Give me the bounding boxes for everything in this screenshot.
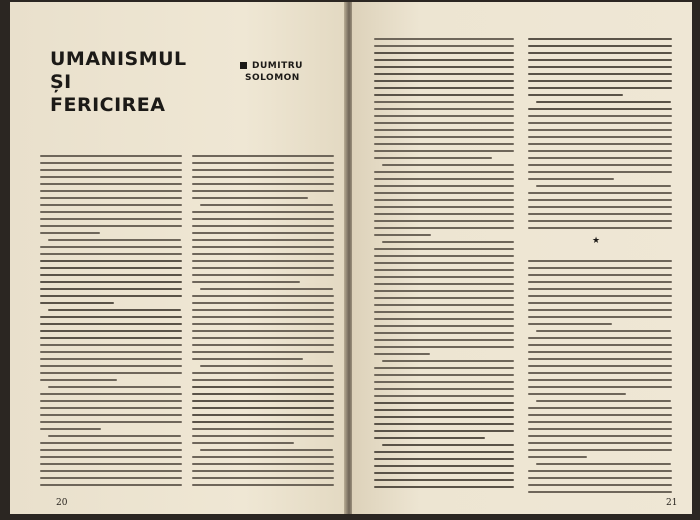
text-line [528,178,614,180]
text-line [528,157,672,159]
text-line [528,87,672,89]
text-line [374,213,514,215]
article-title [50,48,187,117]
left-page [10,2,346,514]
text-line [374,472,514,474]
title-line-3: FERICIREA [50,94,166,116]
text-line [374,325,514,327]
text-line [382,241,514,243]
text-line [40,260,182,262]
text-line [40,218,182,220]
text-line [40,316,182,318]
text-line [528,379,672,381]
text-line [192,484,334,486]
text-line [192,414,334,416]
text-line [374,388,514,390]
text-line [40,344,182,346]
text-line [374,178,514,180]
text-line [40,176,182,178]
text-line [192,379,334,381]
text-line [192,218,334,220]
text-line [40,358,182,360]
text-line [40,155,182,157]
text-line [528,115,672,117]
text-line [192,197,308,199]
text-line [40,484,182,486]
text-line [374,66,514,68]
text-line [528,150,672,152]
text-line [374,185,514,187]
text-line [192,176,334,178]
text-line [40,449,182,451]
text-line [40,351,182,353]
text-line [528,442,672,444]
text-line [40,393,182,395]
text-line [536,463,671,465]
text-line [192,421,334,423]
text-line [192,456,334,458]
title-line-1: UMANISMUL [50,48,187,70]
text-line [192,470,334,472]
text-line [374,255,514,257]
text-line [40,421,182,423]
text-line [528,365,672,367]
author-last-name: SOLOMON [245,73,300,83]
text-line [528,407,672,409]
text-line [192,232,334,234]
text-line [374,150,514,152]
text-line [528,143,672,145]
text-line [374,206,514,208]
text-line [192,225,334,227]
text-line [192,477,334,479]
text-line [382,444,514,446]
text-line [200,449,333,451]
author-first-name: DUMITRU [252,61,303,71]
text-line [40,253,182,255]
author-byline [242,60,303,84]
text-line [40,225,182,227]
text-line [40,288,182,290]
text-line [528,80,672,82]
text-line [40,330,182,332]
text-line [374,192,514,194]
text-line [374,353,430,355]
text-line [536,400,671,402]
text-line [528,267,672,269]
text-line [528,129,672,131]
text-line [192,267,334,269]
text-line [192,386,334,388]
text-line [528,470,672,472]
text-line [40,470,182,472]
text-line [192,400,334,402]
text-line [528,260,672,262]
text-column-left-1 [40,155,182,491]
text-line [40,211,182,213]
text-line [40,197,182,199]
text-line [192,463,334,465]
text-line [374,87,514,89]
text-column-right-2-top [528,38,672,234]
text-line [374,157,492,159]
text-line [528,428,672,430]
text-line [192,442,294,444]
text-line [374,276,514,278]
text-line [528,449,672,451]
title-line-2: ȘI [50,71,72,93]
text-line [374,129,514,131]
text-line [528,206,672,208]
text-line [528,421,672,423]
text-line [528,477,672,479]
text-line [528,164,672,166]
text-line [40,379,117,381]
text-line [528,108,672,110]
text-line [374,402,514,404]
text-line [40,407,182,409]
text-line [192,281,300,283]
text-line [528,288,672,290]
text-line [528,295,672,297]
text-line [40,442,182,444]
text-line [374,458,514,460]
text-line [40,190,182,192]
text-line [374,423,514,425]
text-line [528,491,672,493]
text-line [374,339,514,341]
text-line [48,386,181,388]
text-line [192,190,334,192]
text-line [374,38,514,40]
text-line [40,302,114,304]
text-line [528,122,672,124]
text-line [528,52,672,54]
text-line [192,246,334,248]
text-line [528,351,672,353]
bullet-square-icon [240,62,247,69]
text-line [374,283,514,285]
text-line [40,267,182,269]
text-line [374,290,514,292]
text-line [48,239,181,241]
text-line [528,358,672,360]
text-line [536,330,671,332]
text-line [192,344,334,346]
text-line [192,295,334,297]
text-line [528,227,672,229]
text-line [192,372,334,374]
text-line [528,386,672,388]
text-line [48,435,181,437]
text-line [374,318,514,320]
text-line [528,456,587,458]
text-line [536,185,671,187]
text-line [40,463,182,465]
text-line [528,66,672,68]
text-line [374,220,514,222]
text-line [192,316,334,318]
text-line [374,80,514,82]
text-line [528,171,672,173]
text-line [374,59,514,61]
right-page [352,2,692,514]
text-line [374,122,514,124]
text-line [40,477,182,479]
text-line [192,155,334,157]
text-line [528,45,672,47]
section-divider-star-icon: ★ [592,236,601,246]
text-line [192,407,334,409]
text-line [528,59,672,61]
text-line [374,374,514,376]
text-line [528,323,612,325]
text-line [374,171,514,173]
text-line [192,211,334,213]
text-line [528,337,672,339]
text-line [528,38,672,40]
text-line [40,281,182,283]
text-line [40,456,182,458]
text-line [192,351,334,353]
text-line [382,164,514,166]
text-line [374,311,514,313]
text-line [374,486,514,488]
text-line [40,323,182,325]
text-line [528,372,672,374]
text-line [192,358,303,360]
text-line [374,437,485,439]
text-line [40,232,100,234]
text-line [528,393,626,395]
text-line [536,101,671,103]
text-line [40,183,182,185]
text-line [374,381,514,383]
text-line [192,183,334,185]
text-line [40,162,182,164]
text-line [374,409,514,411]
text-line [374,108,514,110]
text-line [528,274,672,276]
text-line [374,416,514,418]
text-line [528,344,672,346]
text-line [528,309,672,311]
text-line [528,220,672,222]
text-line [374,227,514,229]
text-line [40,295,182,297]
page-number-right: 21 [666,498,678,508]
text-line [374,73,514,75]
text-line [528,213,672,215]
text-line [40,274,182,276]
text-line [374,395,514,397]
text-line [192,253,334,255]
text-line [374,479,514,481]
text-line [40,169,182,171]
text-line [374,234,431,236]
text-line [40,365,182,367]
text-line [374,451,514,453]
text-line [374,52,514,54]
text-line [192,330,334,332]
text-line [40,428,101,430]
text-line [192,239,334,241]
text-line [374,94,514,96]
text-line [528,192,672,194]
text-line [192,260,334,262]
page-number-left: 20 [56,498,68,508]
text-line [528,94,623,96]
text-line [374,269,514,271]
text-line [200,204,333,206]
text-line [192,323,334,325]
text-line [48,309,181,311]
text-line [374,143,514,145]
text-line [40,337,182,339]
text-line [374,465,514,467]
text-line [528,199,672,201]
text-line [374,332,514,334]
text-line [528,281,672,283]
text-line [374,262,514,264]
text-line [374,45,514,47]
text-line [374,367,514,369]
text-column-right-1 [374,38,514,493]
text-line [192,169,334,171]
text-line [200,365,333,367]
text-line [374,346,514,348]
text-line [374,199,514,201]
text-line [192,337,334,339]
text-line [528,73,672,75]
text-line [382,360,514,362]
text-line [374,304,514,306]
text-line [528,484,672,486]
text-line [192,162,334,164]
text-line [40,204,182,206]
text-line [528,302,672,304]
text-line [374,101,514,103]
text-line [192,309,334,311]
text-line [192,274,334,276]
text-line [40,400,182,402]
text-line [40,246,182,248]
text-line [528,435,672,437]
text-line [200,288,333,290]
text-line [528,316,672,318]
text-line [528,136,672,138]
text-line [40,372,182,374]
text-column-left-2 [192,155,334,491]
text-column-right-2-bottom [528,260,672,498]
text-line [192,428,334,430]
text-line [374,115,514,117]
text-line [374,248,514,250]
text-line [40,414,182,416]
text-line [374,430,514,432]
text-line [192,302,334,304]
text-line [374,297,514,299]
text-line [192,393,334,395]
text-line [192,435,334,437]
text-line [374,136,514,138]
text-line [528,414,672,416]
